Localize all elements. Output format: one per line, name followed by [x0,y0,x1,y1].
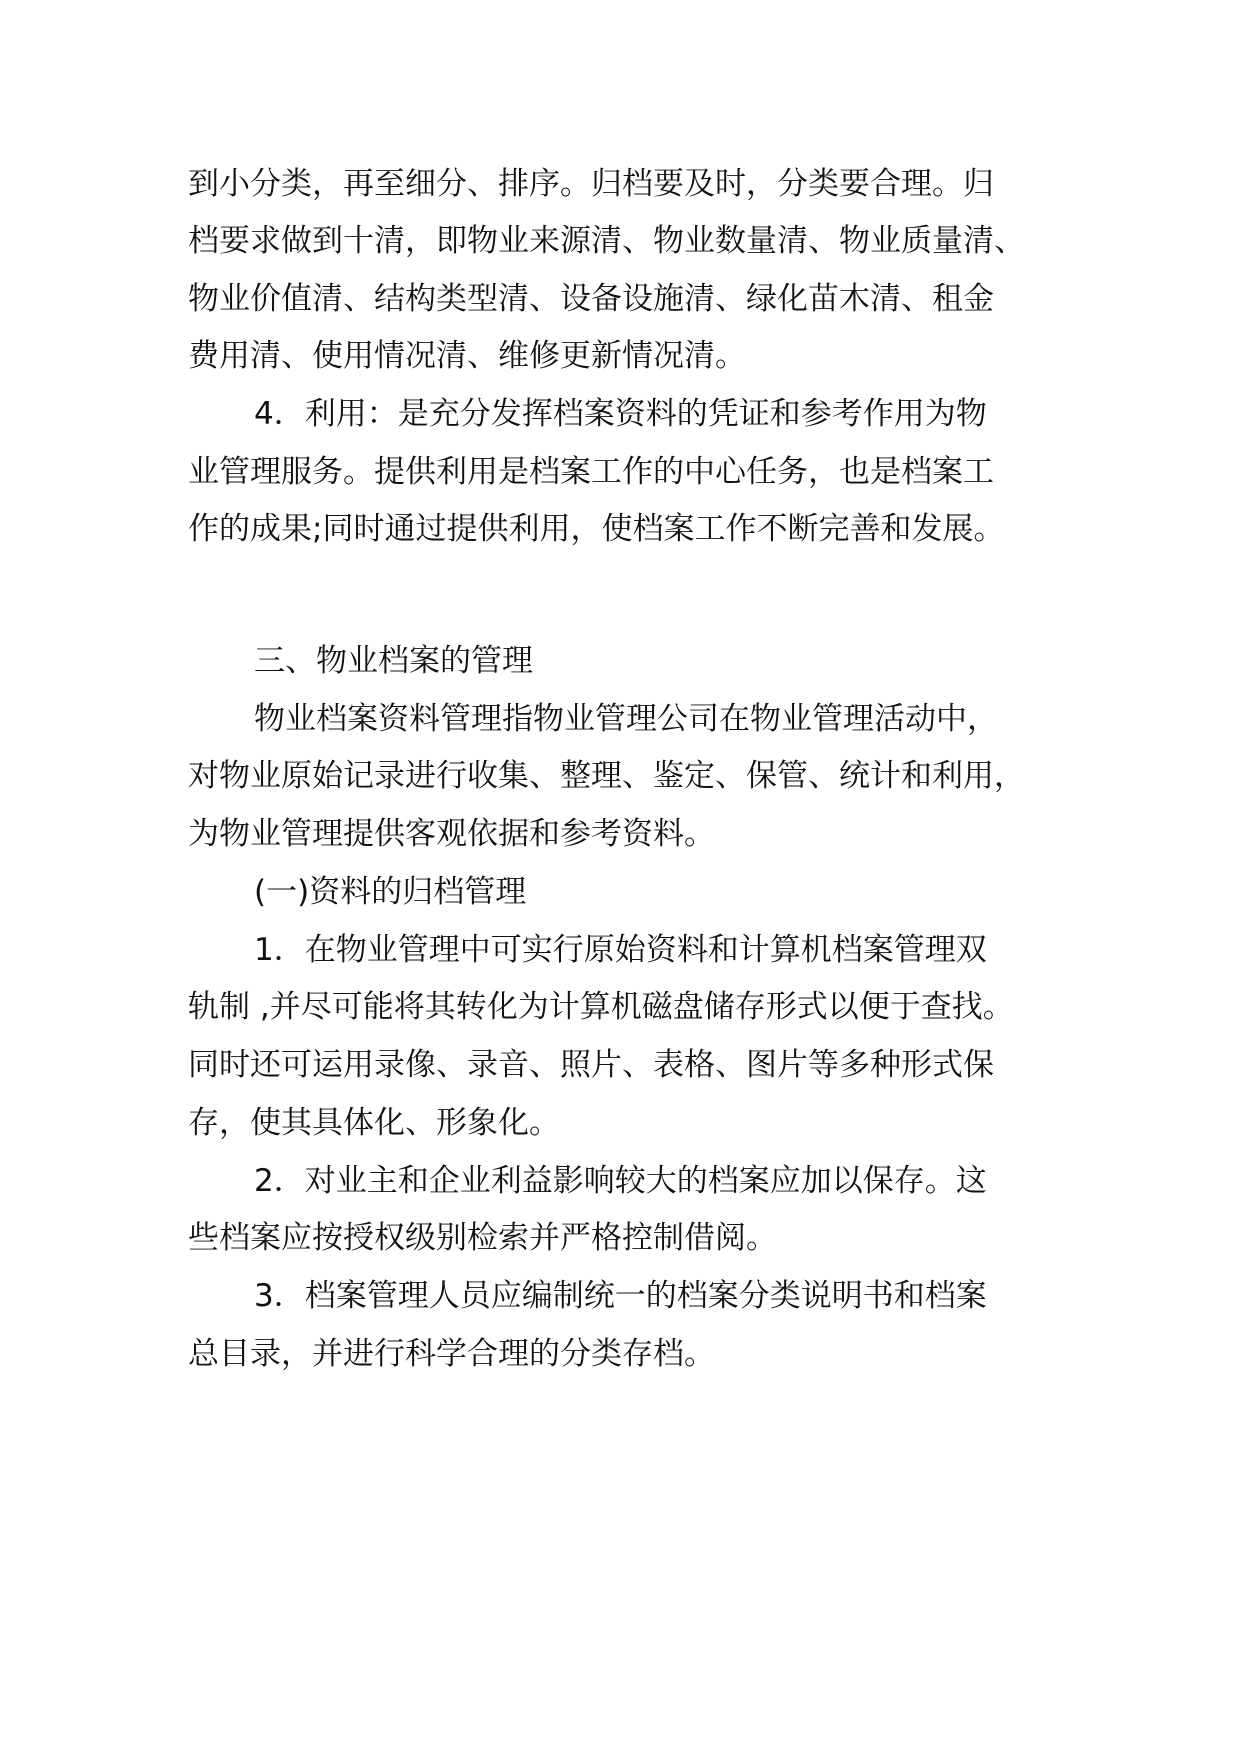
paragraph-line: 总目录，并进行科学合理的分类存档。 [188,1336,715,1372]
section-heading: 三、物业档案的管理 [254,643,533,679]
paragraph-line: 些档案应按授权级别检索并严格控制借阅。 [188,1220,777,1256]
paragraph-line: 物业档案资料管理指物业管理公司在物业管理活动中， [254,701,998,737]
list-item-3: 3．档案管理人员应编制统一的档案分类说明书和档案 [254,1278,987,1314]
paragraph-line: 物业价值清、结构类型清、设备设施清、绿化苗木清、租金 [188,281,994,317]
paragraph-line: 对物业原始记录进行收集、整理、鉴定、保管、统计和利用， [188,758,1025,794]
paragraph-line: 业管理服务。提供利用是档案工作的中心任务，也是档案工 [188,454,994,490]
list-item-1: 1．在物业管理中可实行原始资料和计算机档案管理双 [254,932,987,968]
paragraph-line: 档要求做到十清，即物业来源清、物业数量清、物业质量清、 [188,223,1025,259]
paragraph-line: 存，使其具体化、形象化。 [188,1105,560,1141]
paragraph-line: 到小分类，再至细分、排序。归档要及时，分类要合理。归 [188,166,994,202]
list-item-2: 2．对业主和企业利益影响较大的档案应加以保存。这 [254,1163,987,1199]
paragraph-line: 作的成果;同时通过提供利用，使档案工作不断完善和发展。 [188,511,1005,547]
list-item-4-heading: 4．利用：是充分发挥档案资料的凭证和参考作用为物 [254,396,987,432]
paragraph-line: 为物业管理提供客观依据和参考资料。 [188,816,715,852]
paragraph-line: 同时还可运用录像、录音、照片、表格、图片等多种形式保 [188,1047,994,1083]
subsection-heading: (一)资料的归档管理 [254,874,527,910]
paragraph-line: 轨制 ,并尽可能将其转化为计算机磁盘储存形式以便于查找。 [188,989,1014,1025]
paragraph-line: 费用清、使用情况清、维修更新情况清。 [188,338,746,374]
